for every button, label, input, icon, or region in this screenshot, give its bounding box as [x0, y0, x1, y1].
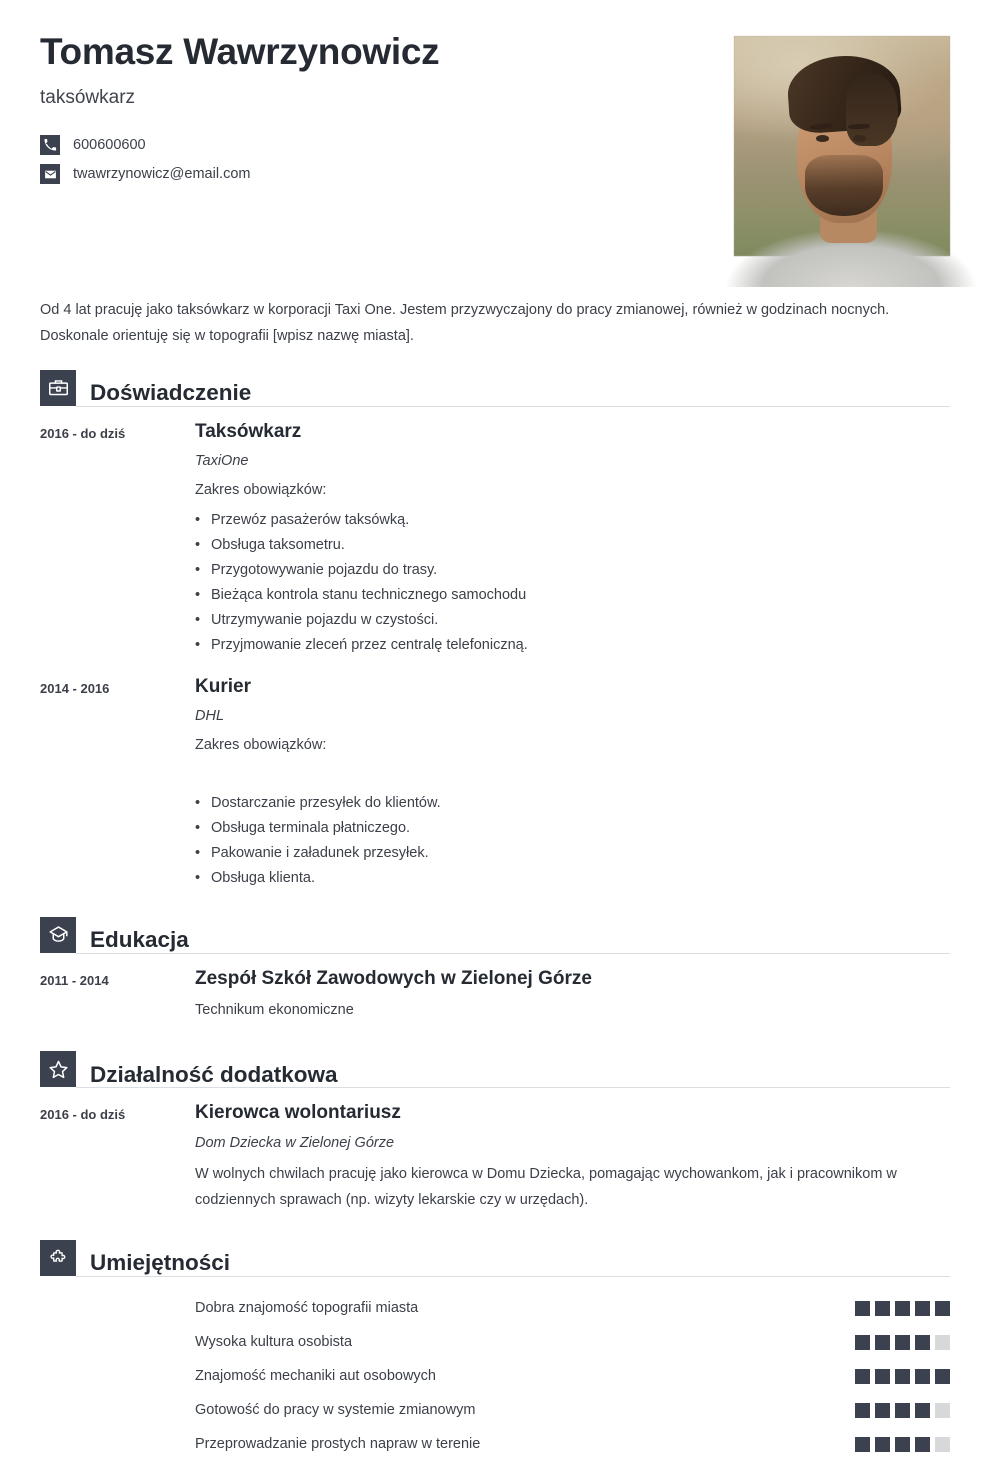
contact-list [40, 135, 700, 184]
rating-dot-filled [915, 1335, 930, 1350]
experience-entry [40, 421, 950, 658]
entry-company: DHL [195, 708, 225, 725]
section-skills [40, 1240, 950, 1462]
skill-label: Dobra znajomość topografii miasta [195, 1300, 419, 1317]
entry-lead: Zakres obowiązków: [195, 737, 327, 754]
list-item [40, 1292, 950, 1326]
list-item [40, 1394, 950, 1428]
list-item: • Pakowanie i załadunek przesyłek. [195, 841, 950, 866]
section-experience [40, 370, 950, 891]
entry-company: TaxiOne [195, 453, 249, 470]
envelope-icon [40, 164, 60, 184]
job-title: taksówkarz [40, 86, 136, 108]
list-item: • Dostarczanie przesyłek do klientów. [195, 791, 950, 816]
entry-date: 2016 - do dziś [40, 425, 126, 441]
rating-dot-filled [855, 1369, 870, 1384]
rating-dot-filled [875, 1301, 890, 1316]
skill-rating [855, 1437, 950, 1452]
skill-rating [855, 1301, 950, 1316]
entry-title: Zespół Szkół Zawodowych w Zielonej Górze [195, 967, 592, 989]
phone-icon [40, 135, 60, 155]
graduation-cap-icon [40, 917, 76, 953]
rating-dot-filled [895, 1335, 910, 1350]
section-header-education [40, 917, 950, 953]
entry-title: Taksówkarz [195, 420, 302, 442]
rating-dot-filled [935, 1301, 950, 1316]
rating-dot-filled [915, 1301, 930, 1316]
entry-description: W wolnych chwilach pracuję jako kierowca w Domu Dziecka, pomagając wychowankom, jak i pracownikom w codziennych sprawach (np. wizyty lekarskie czy w urzędach). [195, 1165, 897, 1208]
puzzle-piece-icon [40, 1240, 76, 1276]
section-header-experience [40, 370, 950, 406]
entry-title: Kurier [195, 675, 251, 697]
page-title: Tomasz Wawrzynowicz [40, 31, 440, 72]
rating-dot-filled [915, 1437, 930, 1452]
header-left-column [40, 32, 700, 184]
section-title-skills: Umiejętności [90, 1249, 231, 1275]
rating-dot-empty [935, 1437, 950, 1452]
section-header-skills [40, 1240, 950, 1276]
skill-label: Gotowość do pracy w systemie zmianowym [195, 1402, 476, 1419]
skills-list [40, 1292, 950, 1462]
briefcase-icon [40, 370, 76, 406]
rating-dot-filled [855, 1335, 870, 1350]
list-item [40, 1428, 950, 1462]
skill-label: Znajomość mechaniki aut osobowych [195, 1368, 436, 1385]
rating-dot-filled [935, 1369, 950, 1384]
rating-dot-filled [915, 1369, 930, 1384]
rating-dot-filled [855, 1403, 870, 1418]
rating-dot-filled [895, 1369, 910, 1384]
list-item: • Bieżąca kontrola stanu technicznego samochodu [195, 583, 950, 608]
resume-header [40, 0, 950, 262]
skill-rating [855, 1403, 950, 1418]
skill-rating [855, 1335, 950, 1350]
rating-dot-filled [895, 1437, 910, 1452]
list-item: • Utrzymywanie pojazdu w czystości. [195, 608, 950, 633]
list-item: • Obsługa klienta. [195, 866, 950, 891]
avatar [734, 36, 950, 256]
section-education [40, 917, 950, 1024]
entry-body [195, 968, 950, 1024]
list-item: • Przyjmowanie zleceń przez centralę telefoniczną. [195, 633, 950, 658]
section-header-extra-activity [40, 1051, 950, 1087]
skill-label: Wysoka kultura osobista [195, 1334, 353, 1351]
contact-item-email[interactable] [40, 164, 700, 184]
section-title-extra-activity: Działalność dodatkowa [90, 1061, 338, 1087]
rating-dot-filled [875, 1437, 890, 1452]
list-item [40, 1326, 950, 1360]
list-item [40, 1360, 950, 1394]
section-divider [76, 1087, 950, 1088]
entry-body [195, 676, 950, 891]
entry-date: 2016 - do dziś [40, 1107, 126, 1123]
entry-organization: Dom Dziecka w Zielonej Górze [195, 1135, 395, 1152]
email-value: twawrzynowicz@email.com [73, 166, 251, 183]
entry-bullet-list [195, 791, 950, 891]
extra-activity-entry [40, 1102, 950, 1213]
section-title-experience: Doświadczenie [90, 379, 252, 405]
experience-entry [40, 676, 950, 891]
list-item: • Przygotowywanie pojazdu do trasy. [195, 558, 950, 583]
rating-dot-filled [875, 1403, 890, 1418]
entry-date: 2014 - 2016 [40, 680, 110, 696]
list-item: • Przewóz pasażerów taksówką. [195, 508, 950, 533]
entry-date: 2011 - 2014 [40, 972, 109, 988]
photo-beard [805, 155, 883, 217]
skill-label: Przeprowadzanie prostych napraw w terenie [195, 1436, 481, 1453]
list-item: • Obsługa taksometru. [195, 533, 950, 558]
rating-dot-filled [915, 1403, 930, 1418]
section-title-education: Edukacja [90, 927, 189, 953]
rating-dot-empty [935, 1335, 950, 1350]
profile-summary: Od 4 lat pracuję jako taksówkarz w korporacji Taxi One. Jestem przyzwyczajony do pracy zmianowej, również w godzinach nocnych. Doskonale orientuję się w topografii [wpisz nazwę miasta]. [40, 302, 890, 344]
rating-dot-empty [935, 1403, 950, 1418]
entry-title: Kierowca wolontariusz [195, 1102, 401, 1124]
entry-lead: Zakres obowiązków: [195, 482, 327, 499]
star-icon [40, 1051, 76, 1087]
photo-eye-right [853, 135, 866, 142]
rating-dot-filled [895, 1301, 910, 1316]
section-divider [76, 953, 950, 954]
rating-dot-filled [895, 1403, 910, 1418]
section-extra-activity [40, 1051, 950, 1213]
section-divider [76, 1276, 950, 1277]
rating-dot-filled [855, 1437, 870, 1452]
rating-dot-filled [855, 1301, 870, 1316]
rating-dot-filled [875, 1369, 890, 1384]
skill-rating [855, 1369, 950, 1384]
entry-body [195, 421, 950, 658]
photo-eye-left [816, 135, 829, 142]
phone-value: 600600600 [73, 137, 146, 154]
section-divider [76, 406, 950, 407]
rating-dot-filled [875, 1335, 890, 1350]
entry-bullet-list [195, 508, 950, 658]
entry-description: Technikum ekonomiczne [195, 1001, 354, 1018]
entry-body [195, 1102, 950, 1213]
contact-item-phone[interactable] [40, 135, 700, 155]
education-entry [40, 968, 950, 1024]
list-item: • Obsługa terminala płatniczego. [195, 816, 950, 841]
